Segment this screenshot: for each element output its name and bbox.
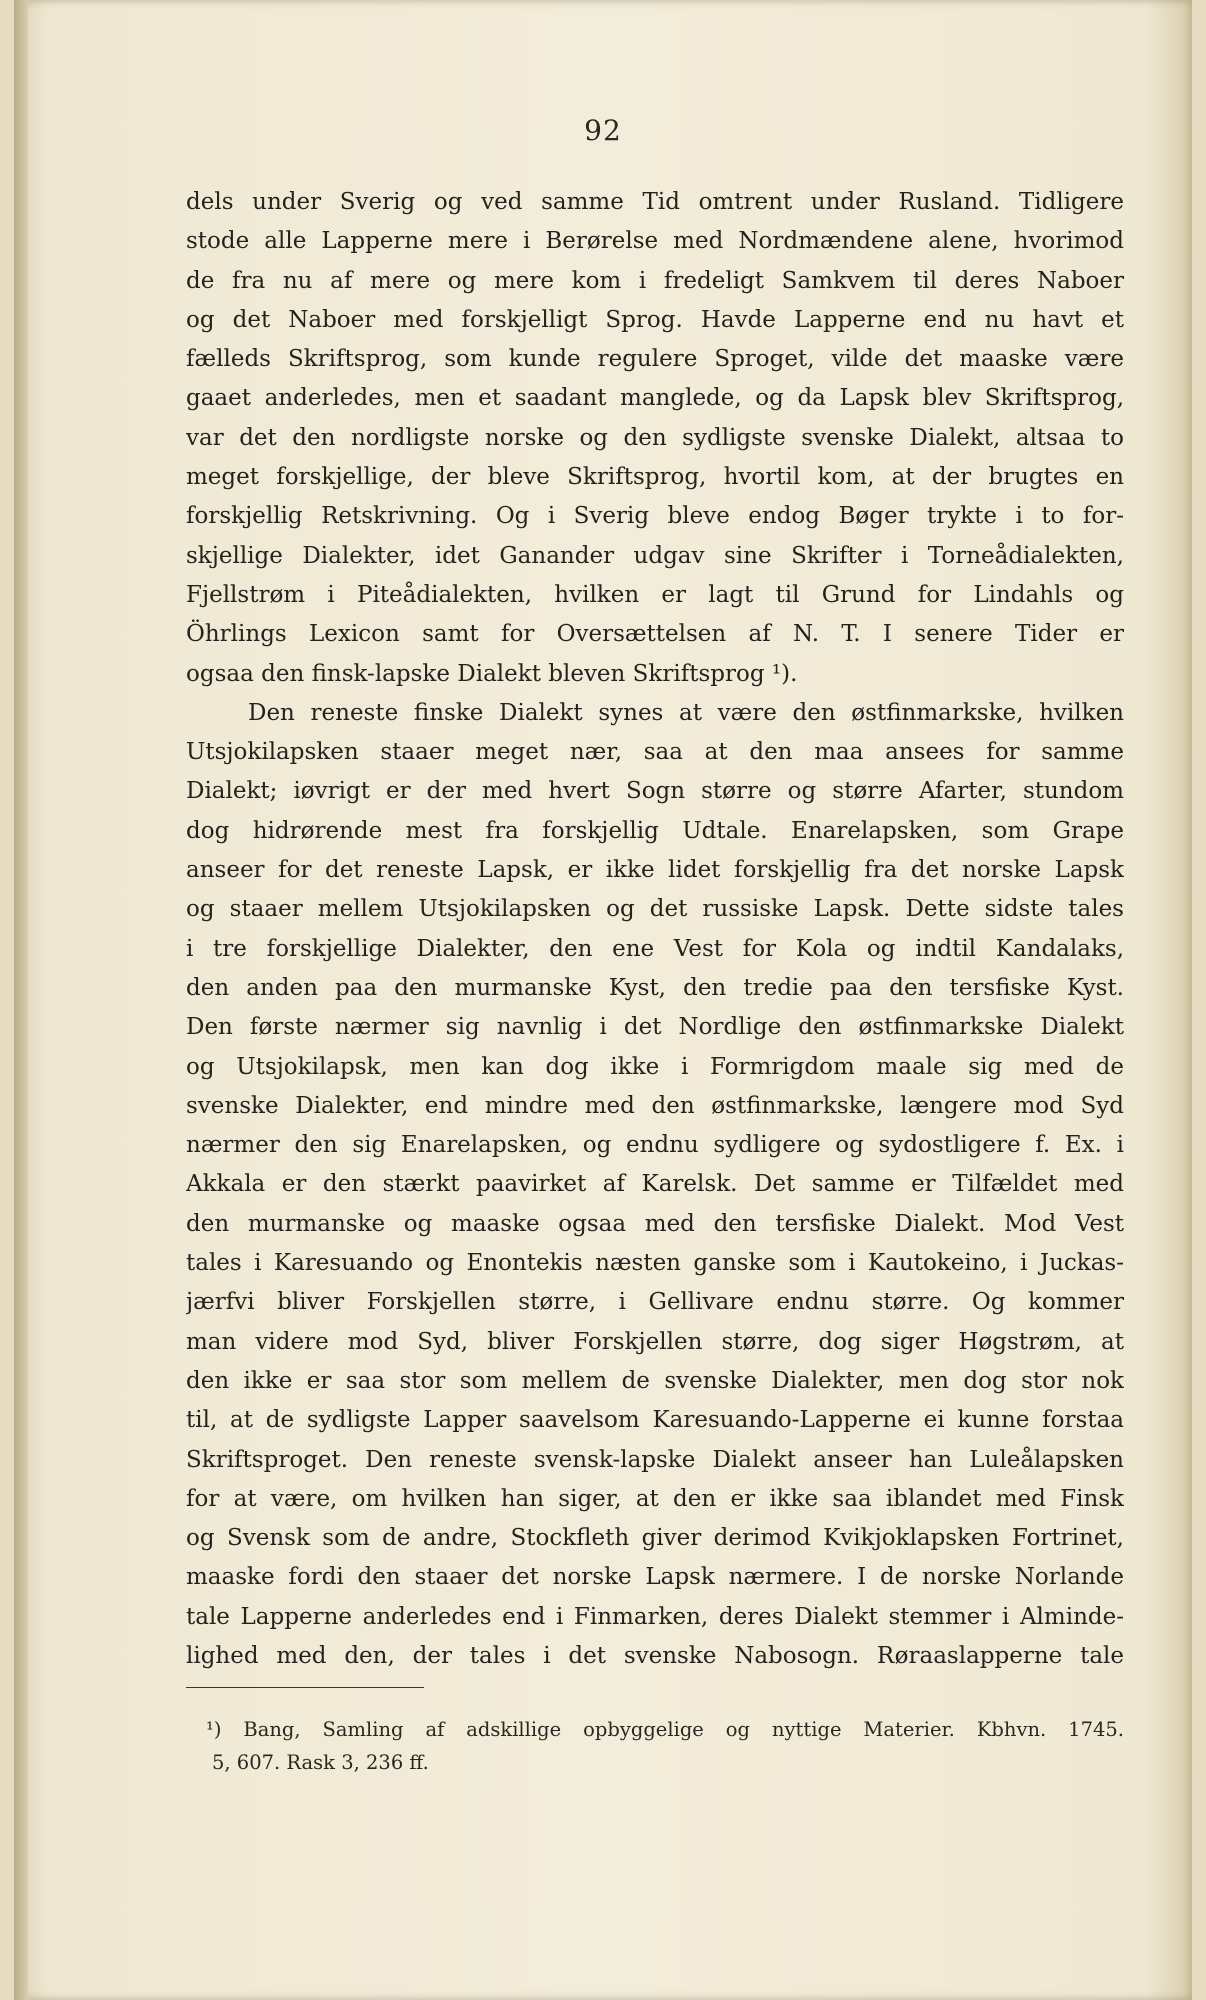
text-line: Fjellstrøm i Piteådialekten, hvilken er lagt til Grund for Lindahls og [186,581,1124,608]
text-line: dog hidrørende mest fra forskjellig Udtale. Enarelapsken, som Grape [186,817,1124,844]
text-line: Akkala er den stærkt paavirket af Karelsk. Det samme er Tilfældet med [186,1171,1124,1198]
text-line: i tre forskjellige Dialekter, den ene Vest for Kola og indtil Kandalaks, [186,935,1124,962]
text-line: fælleds Skriftsprog, som kunde regulere Sproget, vilde det maaske være [186,346,1124,373]
body-text [186,183,1124,1676]
text-line: Dialekt; iøvrigt er der med hvert Sogn større og større Afarter, stundom [186,778,1124,805]
text-line: den ikke er saa stor som mellem de svenske Dialekter, men dog stor nok [186,1367,1124,1394]
text-line: ogsaa den finsk-lapske Dialekt bleven Skriftsprog ¹). [186,660,798,687]
text-line: tale Lapperne anderledes end i Finmarken, deres Dialekt stemmer i Alminde- [186,1603,1124,1630]
text-line: Skriftsproget. Den reneste svensk-lapske Dialekt anseer han Luleålapsken [186,1446,1124,1473]
text-line: Den første nærmer sig navnlig i det Nordlige den østfinmarkske Dialekt [186,1014,1124,1041]
text-line: maaske fordi den staaer det norske Lapsk nærmere. I de norske Norlande [186,1564,1124,1591]
text-line: til, at de sydligste Lapper saavelsom Karesuando-Lapperne ei kunne forstaa [186,1407,1124,1434]
text-line: tales i Karesuando og Enontekis næsten ganske som i Kautokeino, i Juckas- [186,1250,1124,1277]
text-line: man videre mod Syd, bliver Forskjellen større, dog siger Høgstrøm, at [186,1328,1124,1355]
text-line: anseer for det reneste Lapsk, er ikke lidet forskjellig fra det norske Lapsk [186,857,1124,884]
text-line: svenske Dialekter, end mindre med den østfinmarkske, længere mod Syd [186,1092,1124,1119]
text-line: den murmanske og maaske ogsaa med den tersfiske Dialekt. Mod Vest [186,1210,1124,1237]
text-line: og Utsjokilapsk, men kan dog ikke i Formrigdom maale sig med de [186,1053,1124,1080]
text-line: lighed med den, der tales i det svenske Nabosogn. Røraaslapperne tale [186,1642,1124,1669]
text-line: for at være, om hvilken han siger, at den er ikke saa iblandet med Finsk [186,1485,1124,1512]
text-line: den anden paa den murmanske Kyst, den tredie paa den tersfiske Kyst. [186,974,1124,1001]
text-line: og det Naboer med forskjelligt Sprog. Havde Lapperne end nu havt et [186,306,1124,333]
text-line: de fra nu af mere og mere kom i fredeligt Samkvem til deres Naboer [186,267,1124,294]
book-gutter [14,0,28,2000]
footnote-line: ¹) Bang, Samling af adskillige opbyggelige og nyttige Materier. Kbhvn. 1745. [206,1718,1124,1741]
text-line: og Svensk som de andre, Stockfleth giver derimod Kvikjoklapsken Fortrinet, [186,1525,1124,1552]
text-line: og staaer mellem Utsjokilapsken og det russiske Lapsk. Dette sidste tales [186,896,1124,923]
text-line: gaaet anderledes, men et saadant manglede, og da Lapsk blev Skriftsprog, [186,385,1124,412]
text-line: skjellige Dialekter, idet Ganander udgav sine Skrifter i Torneådialekten, [186,542,1124,569]
text-line: Den reneste finske Dialekt synes at være den østfinmarkske, hvilken [248,699,1124,726]
text-line: jærfvi bliver Forskjellen større, i Gellivare endnu større. Og kommer [186,1289,1124,1316]
text-line: nærmer den sig Enarelapsken, og endnu sydligere og sydostligere f. Ex. i [186,1132,1124,1159]
text-line: dels under Sverig og ved samme Tid omtrent under Rusland. Tidligere [186,189,1124,215]
text-line: Utsjokilapsken staaer meget nær, saa at den maa ansees for samme [186,739,1124,766]
text-line: stode alle Lapperne mere i Berørelse med Nordmændene alene, hvorimod [186,228,1124,255]
footnotes [206,1713,1124,1779]
page-number: 92 [584,114,622,147]
text-line: var det den nordligste norske og den sydligste svenske Dialekt, altsaa to [186,424,1124,451]
footnote-separator [186,1687,424,1688]
footnote-line: 5, 607. Rask 3, 236 ff. [212,1751,429,1774]
text-line: forskjellig Retskrivning. Og i Sverig bleve endog Bøger trykte i to for- [186,503,1124,530]
text-line: Öhrlings Lexicon samt for Oversættelsen af N. T. I senere Tider er [186,621,1124,648]
text-line: meget forskjellige, der bleve Skriftsprog, hvortil kom, at der brugtes en [186,464,1124,491]
